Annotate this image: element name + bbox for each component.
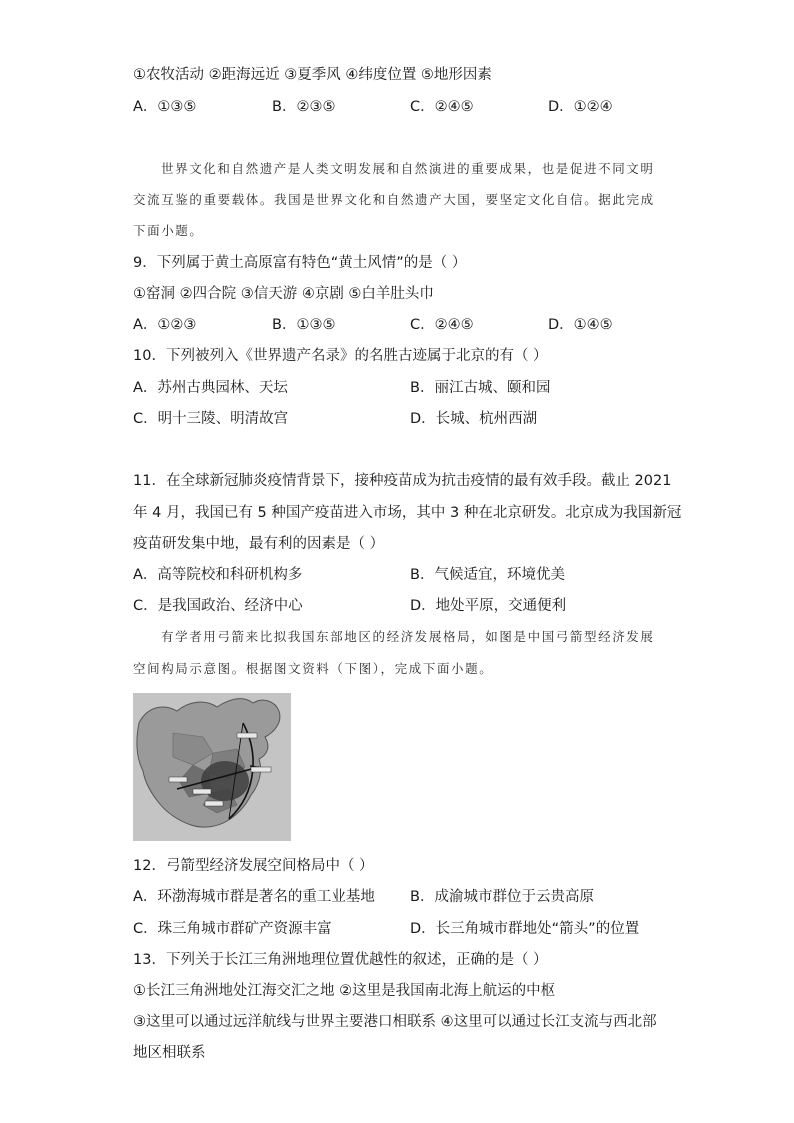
q10-option-d: D．长城、杭州西湖 xyxy=(410,411,538,427)
q9-option-b: B．①③⑤ xyxy=(272,317,336,333)
q9-option-c: C．②④⑤ xyxy=(410,317,474,333)
q8-option-c: C．②④⑤ xyxy=(410,99,474,115)
q11-line-3: 疫苗研发集中地，最有利的因素是（ ） xyxy=(133,536,385,552)
q13-line-2: ③这里可以通过远洋航线与世界主要港口相联系 ④这里可以通过长江支流与西北部 xyxy=(133,1014,657,1030)
q13-line-1: ①长江三角洲地处江海交汇之地 ②这里是我国南北海上航运的中枢 xyxy=(133,983,556,999)
q8-option-d: D．①②④ xyxy=(548,99,613,115)
passage2-line-2: 空间构局示意图。根据图文资料（下图），完成下面小题。 xyxy=(133,661,494,676)
q9-stem: 9．下列属于黄土高原富有特色“黄土风情”的是（ ） xyxy=(133,255,467,271)
passage1-line-3: 下面小题。 xyxy=(133,223,204,238)
q11-option-a: A．高等院校和科研机构多 xyxy=(133,567,303,583)
passage1-line-1: 世界文化和自然遗产是人类文明发展和自然演进的重要成果，也是促进不同文明 xyxy=(161,161,655,176)
q12-option-a: A．环渤海城市群是著名的重工业基地 xyxy=(133,889,375,905)
q9-items: ①窑洞 ②四合院 ③信天游 ④京剧 ⑤白羊肚头巾 xyxy=(133,286,434,302)
q10-option-c: C．明十三陵、明清故宫 xyxy=(133,411,289,427)
q11-line-2: 年 4 月，我国已有 5 种国产疫苗进入市场，其中 3 种在北京研发。北京成为我国新冠 xyxy=(133,505,682,521)
q10-stem: 10．下列被列入《世界遗产名录》的名胜古迹属于北京的有（ ） xyxy=(133,348,548,364)
q13-stem: 13．下列关于长江三角洲地理位置优越性的叙述，正确的是（ ） xyxy=(133,952,548,968)
passage2-line-1: 有学者用弓箭来比拟我国东部地区的经济发展格局，如图是中国弓箭型经济发展 xyxy=(161,629,655,644)
q12-stem: 12．弓箭型经济发展空间格局中（ ） xyxy=(133,858,374,874)
q11-option-b: B．气候适宜，环境优美 xyxy=(410,567,565,583)
q10-option-a: A．苏州古典园林、天坛 xyxy=(133,380,288,396)
q9-option-d: D．①④⑤ xyxy=(548,317,613,333)
q8-option-b: B．②③⑤ xyxy=(272,99,336,115)
q13-line-3: 地区相联系 xyxy=(133,1045,206,1061)
q12-option-c: C．珠三角城市群矿产资源丰富 xyxy=(133,921,332,937)
passage1-line-2: 交流互鉴的重要载体。我国是世界文化和自然遗产大国，要坚定文化自信。据此完成 xyxy=(133,192,655,207)
q8-option-a: A．①③⑤ xyxy=(133,99,197,115)
q12-option-d: D．长三角城市群地处“箭头”的位置 xyxy=(410,921,640,937)
q8-factors: ①农牧活动 ②距海远近 ③夏季风 ④纬度位置 ⑤地形因素 xyxy=(133,67,492,83)
q12-option-b: B．成渝城市群位于云贵高原 xyxy=(410,889,594,905)
bow-arrow-economic-map xyxy=(133,693,291,841)
q11-line-1: 11．在全球新冠肺炎疫情背景下，接种疫苗成为抗击疫情的最有效手段。截止 2021 xyxy=(133,473,672,489)
q10-option-b: B．丽江古城、颐和园 xyxy=(410,380,551,396)
q11-option-c: C．是我国政治、经济中心 xyxy=(133,598,303,614)
q9-option-a: A．①②③ xyxy=(133,317,197,333)
q11-option-d: D．地处平原，交通便利 xyxy=(410,598,567,614)
